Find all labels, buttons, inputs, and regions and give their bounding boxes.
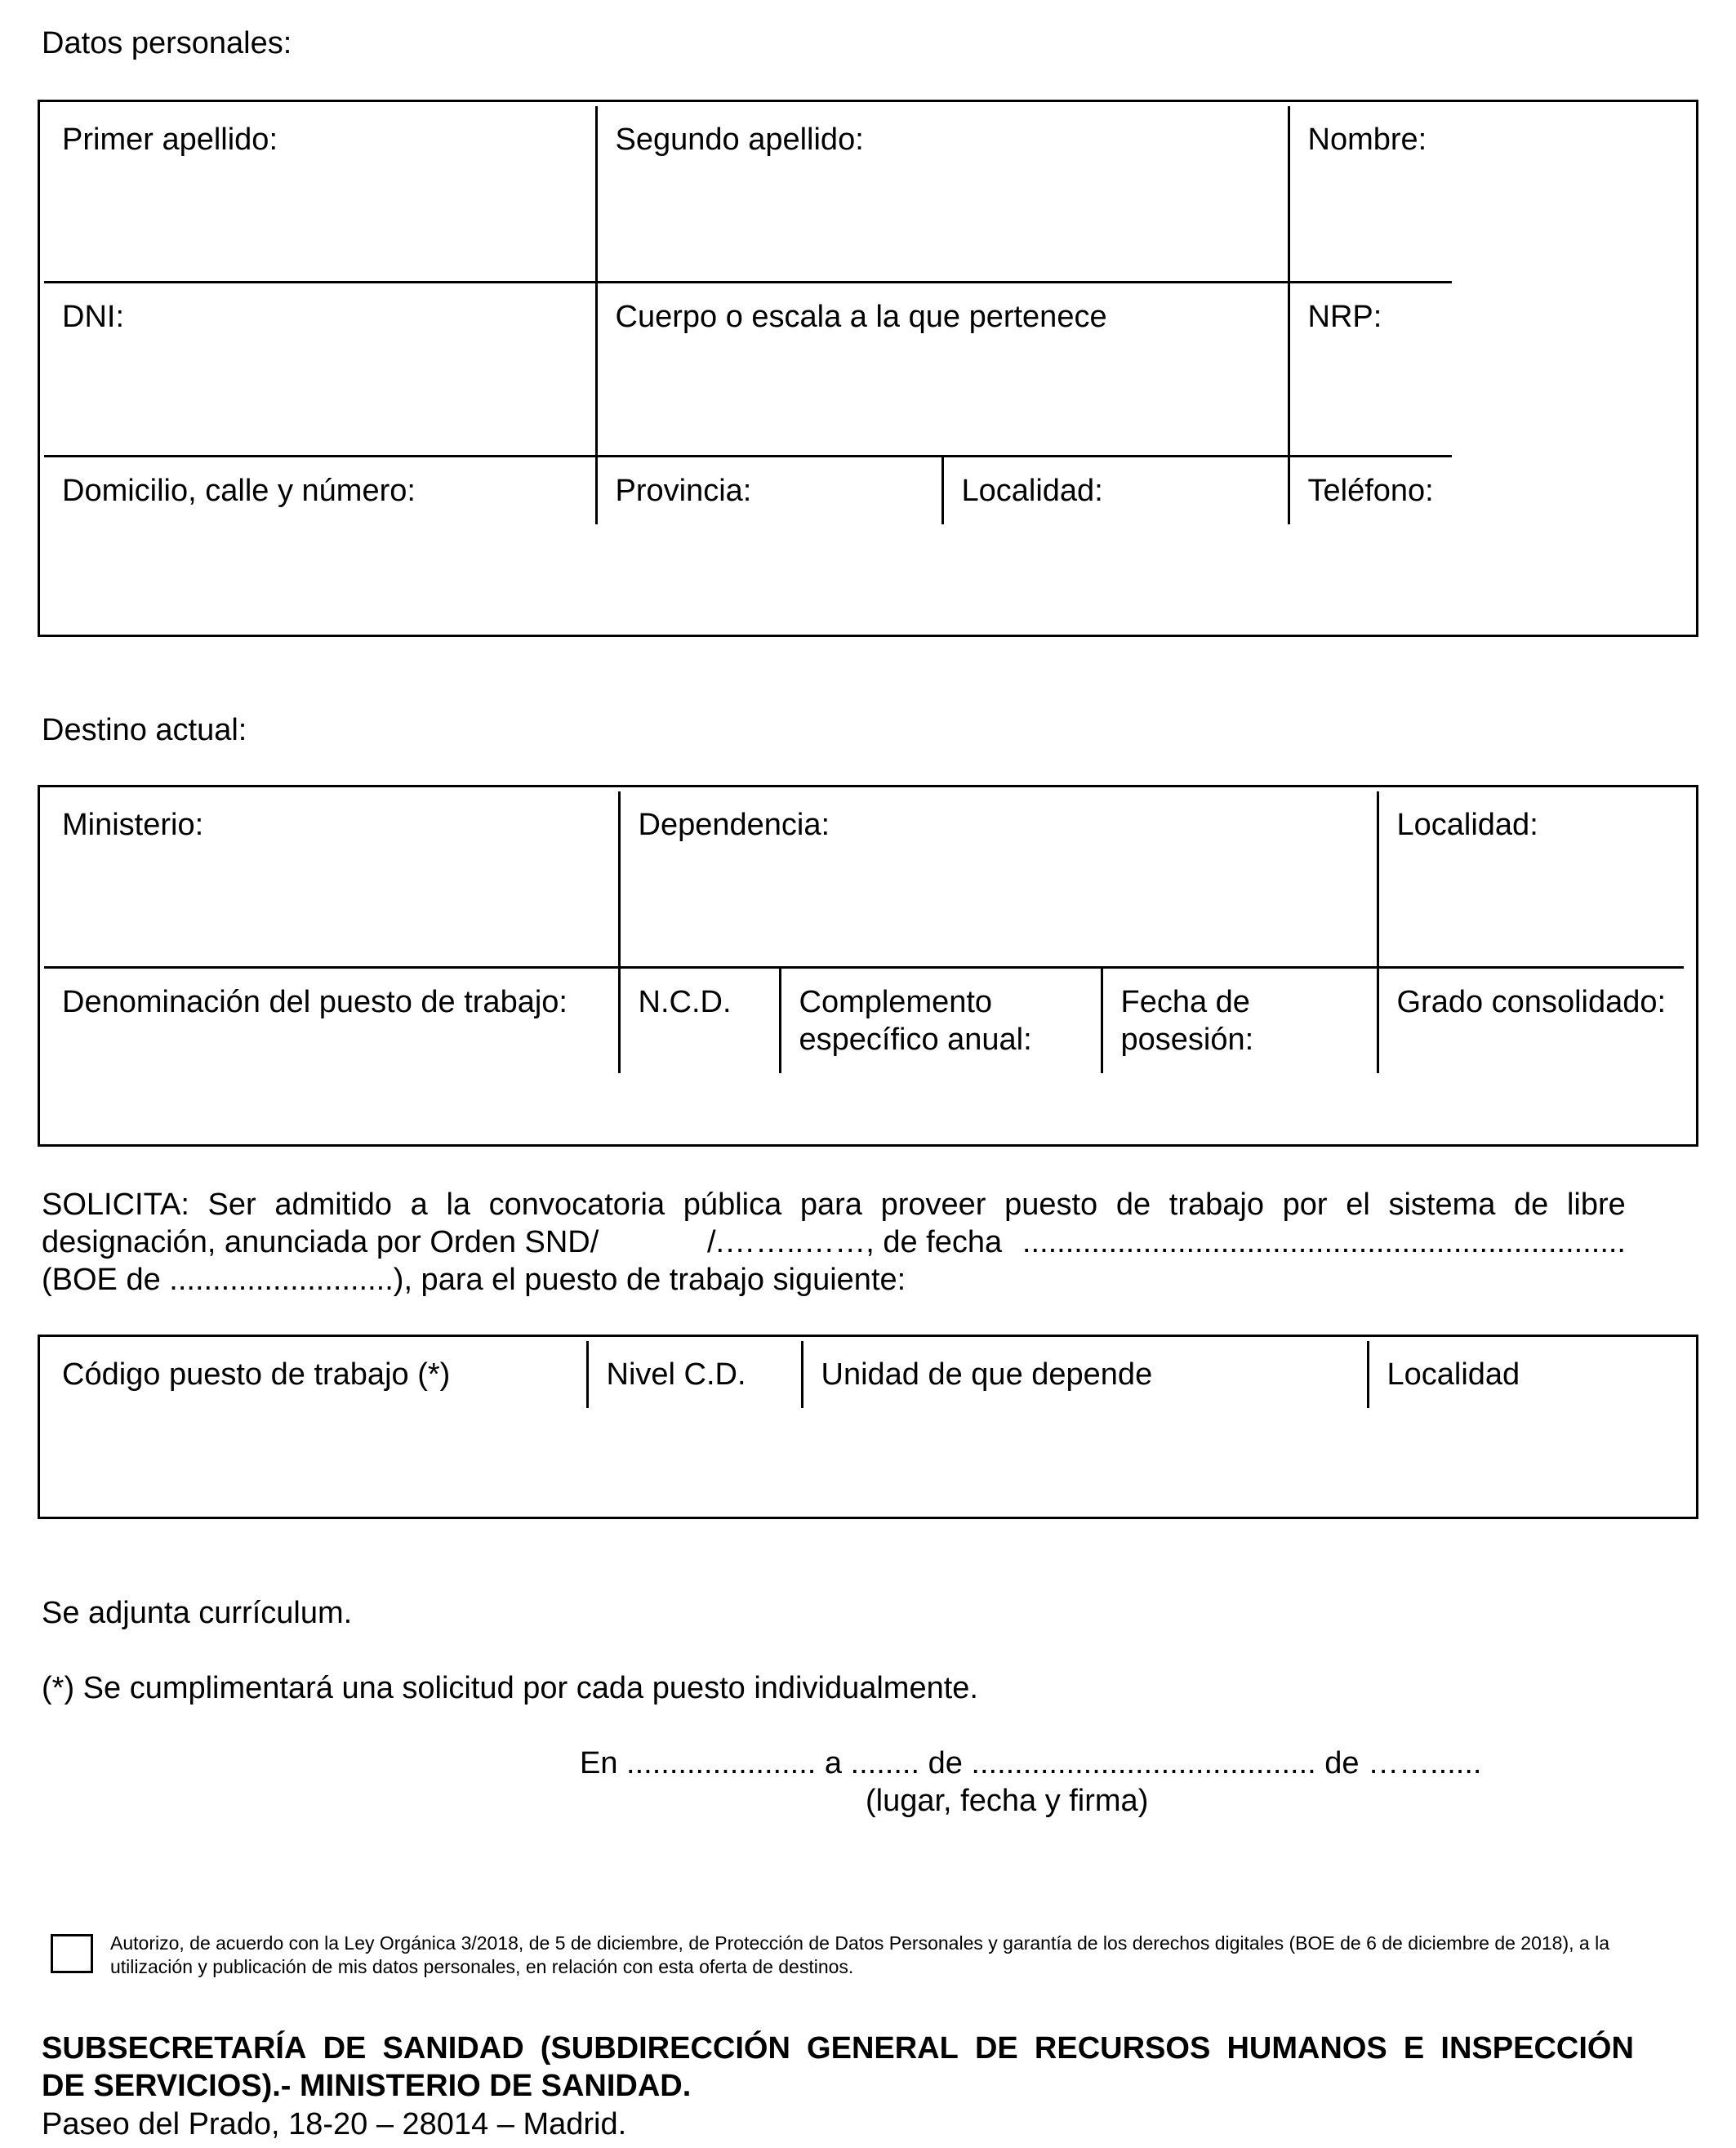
request-word: de: [1115, 1188, 1151, 1222]
second-surname-field[interactable]: Segundo apellido:: [596, 106, 1289, 282]
requested-locality-field[interactable]: Localidad: [1368, 1341, 1538, 1408]
footer-line-1: [42, 2030, 1634, 2067]
footer-institution: [42, 2030, 1634, 2105]
job-title-field[interactable]: Denominación del puesto de trabajo:: [44, 967, 619, 1073]
possession-date-field[interactable]: Fecha de posesión:: [1102, 967, 1378, 1073]
request-word: de: [1514, 1188, 1549, 1222]
address-field[interactable]: Domicilio, calle y número:: [44, 456, 596, 524]
request-line-3: (BOE de ..........................), para el puesto de trabajo siguiente:: [42, 1263, 906, 1297]
request-word: convocatoria: [488, 1188, 665, 1222]
first-surname-field[interactable]: Primer apellido:: [44, 106, 596, 282]
request-line-2: [42, 1223, 1626, 1261]
ministry-field[interactable]: Ministerio:: [44, 791, 619, 967]
footer-word: HUMANOS: [1226, 2031, 1387, 2066]
cd-level-field[interactable]: Nivel C.D.: [587, 1341, 802, 1408]
request-word: SOLICITA:: [42, 1188, 189, 1222]
requested-post-table: [38, 1335, 1698, 1519]
consent-text: Autorizo, de acuerdo con la Ley Orgánica 3/2018, de 5 de diciembre, de Protección de Datos Personales y garantía de los derechos digitales (BOE de 6 de diciembre de 2018), a la utilización y publicación de mis datos personales, en relación con esta oferta de destinos.: [110, 1932, 1609, 1977]
request-order-text: designación, anunciada por Orden SND/: [42, 1225, 599, 1259]
footer-word: E: [1403, 2031, 1425, 2066]
corps-scale-field[interactable]: Cuerpo o escala a la que pertenece: [596, 282, 1289, 456]
phone-field[interactable]: Teléfono:: [1289, 456, 1452, 524]
current-post-heading: Destino actual:: [42, 713, 247, 747]
department-field[interactable]: Dependencia:: [619, 791, 1378, 967]
individual-note: (*) Se cumplimentará una solicitud por cada puesto individualmente.: [42, 1671, 978, 1705]
name-field[interactable]: Nombre:: [1289, 106, 1452, 282]
signature-caption: (lugar, fecha y firma): [866, 1784, 1149, 1818]
request-word: a: [410, 1188, 428, 1222]
consent-checkbox[interactable]: [51, 1934, 93, 1973]
request-word: libre: [1566, 1188, 1626, 1222]
request-word: la: [446, 1188, 471, 1222]
footer-address: Paseo del Prado, 18-20 – 28014 – Madrid.: [42, 2107, 627, 2141]
locality-field[interactable]: Localidad:: [942, 456, 1289, 524]
province-field[interactable]: Provincia:: [596, 456, 942, 524]
signature-line: En ...................... a ........ de ........................................ de ……......: [580, 1746, 1482, 1780]
footer-word: DE: [974, 2031, 1018, 2066]
request-word: puesto: [1004, 1188, 1098, 1222]
dependent-unit-field[interactable]: Unidad de que depende: [802, 1341, 1368, 1408]
request-word: para: [799, 1188, 862, 1222]
specific-complement-field[interactable]: Complemento específico anual:: [780, 967, 1102, 1073]
personal-data-table: [38, 100, 1698, 637]
consolidated-grade-field[interactable]: Grado consolidado:: [1378, 967, 1684, 1073]
personal-data-heading: Datos personales:: [42, 26, 292, 60]
request-word: Ser: [207, 1188, 256, 1222]
footer-word: RECURSOS: [1034, 2031, 1211, 2066]
request-date-dots: ......................................................................: [1022, 1225, 1626, 1259]
request-line-1: [42, 1186, 1626, 1223]
nrp-field[interactable]: NRP:: [1289, 282, 1452, 456]
footer-line-2: DE SERVICIOS).- MINISTERIO DE SANIDAD.: [42, 2069, 692, 2103]
footer-word: (SUBDIRECCIÓN: [540, 2031, 790, 2066]
request-word: el: [1346, 1188, 1370, 1222]
request-word: proveer: [880, 1188, 986, 1222]
curriculum-note: Se adjunta currículum.: [42, 1596, 353, 1630]
footer-word: INSPECCIÓN: [1440, 2031, 1634, 2066]
request-word: pública: [683, 1188, 782, 1222]
request-word: sistema: [1388, 1188, 1496, 1222]
post-locality-field[interactable]: Localidad:: [1378, 791, 1684, 967]
footer-word: DE: [323, 2031, 367, 2066]
request-order-number: /.……..……, de fecha: [707, 1225, 1003, 1259]
request-word: por: [1282, 1188, 1328, 1222]
footer-word: SUBSECRETARÍA: [42, 2031, 307, 2066]
footer-word: SANIDAD: [382, 2031, 524, 2066]
post-code-field[interactable]: Código puesto de trabajo (*): [44, 1341, 587, 1408]
ncd-field[interactable]: N.C.D.: [619, 967, 780, 1073]
request-paragraph: [42, 1186, 1626, 1299]
request-word: admitido: [274, 1188, 392, 1222]
dni-field[interactable]: DNI:: [44, 282, 596, 456]
request-word: trabajo: [1168, 1188, 1264, 1222]
current-post-table: [38, 785, 1698, 1147]
footer-word: GENERAL: [807, 2031, 959, 2066]
